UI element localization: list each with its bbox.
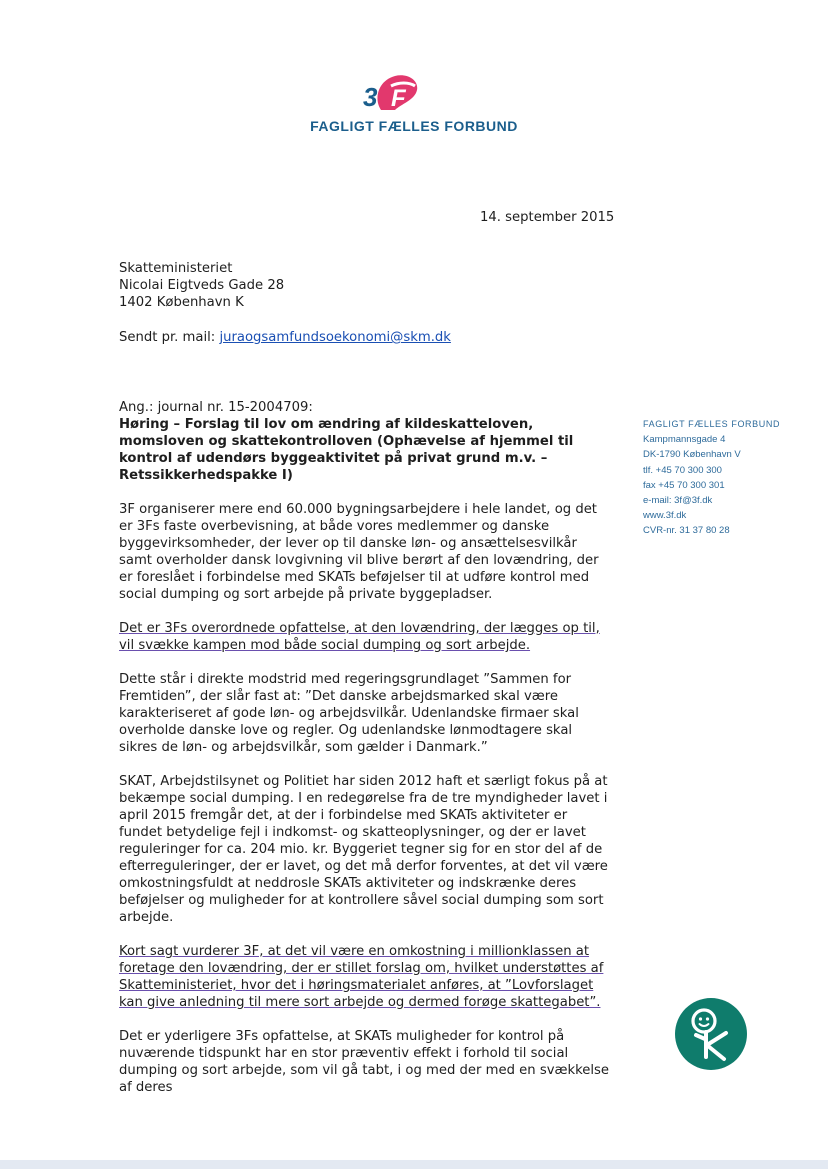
sender-line: DK-1790 København V — [643, 449, 741, 461]
recipient-line: 1402 København K — [119, 295, 244, 310]
sender-line: www.3f.dk — [643, 510, 687, 522]
recipient-line: Nicolai Eigtveds Gade 28 — [119, 278, 285, 293]
body-paragraph-underlined: Kort sagt vurderer 3F, at det vil være en omkostning i millionklassen at foretage den lovændring, der er stillet forslag om, hvilket understøttes af Skatteministeriet, hvor det i høringsmaterialet anføres, at ”Lovforslaget kan give anledning til mere sort arbejde og dermed forøge skattegabet”. — [119, 944, 604, 1010]
sender-name: FAGLIGT FÆLLES FORBUND — [643, 419, 781, 429]
subject-heading: Høring – Forslag til lov om ændring af kildeskatteloven, momsloven og skattekontrolloven (Ophævelse af hjemmel til kontrol af udendørs byggeaktivitet på privat grund m.v. – Retssikkerhedspakke I) — [119, 417, 574, 483]
page-edge — [0, 1160, 828, 1169]
3f-logo — [355, 70, 425, 114]
sender-line: CVR-nr. 31 37 80 28 — [643, 525, 730, 537]
body-paragraph: Det er yderligere 3Fs opfattelse, at SKATs muligheder for kontrol på nuværende tidspunkt har en stor præventiv effekt i forhold til social dumping og sort arbejde, som vil gå tabt, i og med der med en svækkelse af deres — [119, 1029, 610, 1095]
body-paragraph-underlined: Det er 3Fs overordnede opfattelse, at den lovændring, der lægges op til, vil svække kampen mod både social dumping og sort arbejde. — [119, 621, 600, 653]
sender-line: fax +45 70 300 301 — [643, 479, 725, 491]
sent-label: Sendt pr. mail: — [119, 330, 216, 345]
smiley-figure-icon — [674, 997, 748, 1071]
reference-line: Ang.: journal nr. 15-2004709: — [119, 400, 313, 415]
svg-text:F: F — [391, 85, 406, 112]
letter-date: 14. september 2015 — [480, 210, 615, 225]
recipient-address — [119, 260, 284, 311]
recipient-line: Skatteministeriet — [119, 261, 233, 276]
sender-line: tlf. +45 70 300 300 — [643, 464, 722, 476]
svg-text:3: 3 — [363, 82, 378, 112]
sender-line: e-mail: 3f@3f.dk — [643, 495, 713, 507]
organization-name: FAGLIGT FÆLLES FORBUND — [310, 118, 518, 134]
body-paragraph: SKAT, Arbejdstilsynet og Politiet har siden 2012 haft et særligt fokus på at bekæmpe social dumping. I en redegørelse fra de tre myndigheder lavet i april 2015 fremgår det, at der i forbindelse med SKATs aktiviteter er fundet betydelige fejl i indkomst- og skatteoplysninger, og der er lavet reguleringer for ca. 204 mio. kr. Byggeriet tegner sig for en stor del af de efterreguleringer, der er lavet, og det må derfor forventes, at det vil være omkostningsfuldt at neddrosle SKATs aktiviteter og indskrænke deres beføjelser og muligheder for at kontrollere såvel social dumping som sort arbejde. — [119, 774, 608, 925]
sender-line: Kampmannsgade 4 — [643, 434, 726, 446]
body-paragraph: 3F organiserer mere end 60.000 bygningsarbejdere i hele landet, og det er 3Fs faste overbevisning, at både vores medlemmer og danske byggevirksomheder, der lever op til danske løn- og ansættelsesvilkår samt overholder dansk lovgivning vil blive berørt af den lovændring, der er foreslået i forbindelse med SKATs beføjelser til at udføre kontrol med social dumping og sort arbejde på private byggepladser. — [119, 502, 599, 602]
body-paragraph: Dette står i direkte modstrid med regeringsgrundlaget ”Sammen for Fremtiden”, der slår fast at: ”Det danske arbejdsmarked skal være karakteriseret af gode løn- og arbejdsvilkår. Udenlandske firmaer skal overholde danske love og regler. Og udenlandske lønmodtagere skal sikres de løn- og arbejdsvilkår, som gælder i Danmark.” — [119, 672, 579, 755]
letter-body — [119, 399, 609, 1096]
sent-by-mail — [119, 329, 451, 346]
sender-contact-block — [643, 417, 793, 539]
email-link[interactable]: juraogsamfundsoekonomi@skm.dk — [219, 330, 451, 345]
